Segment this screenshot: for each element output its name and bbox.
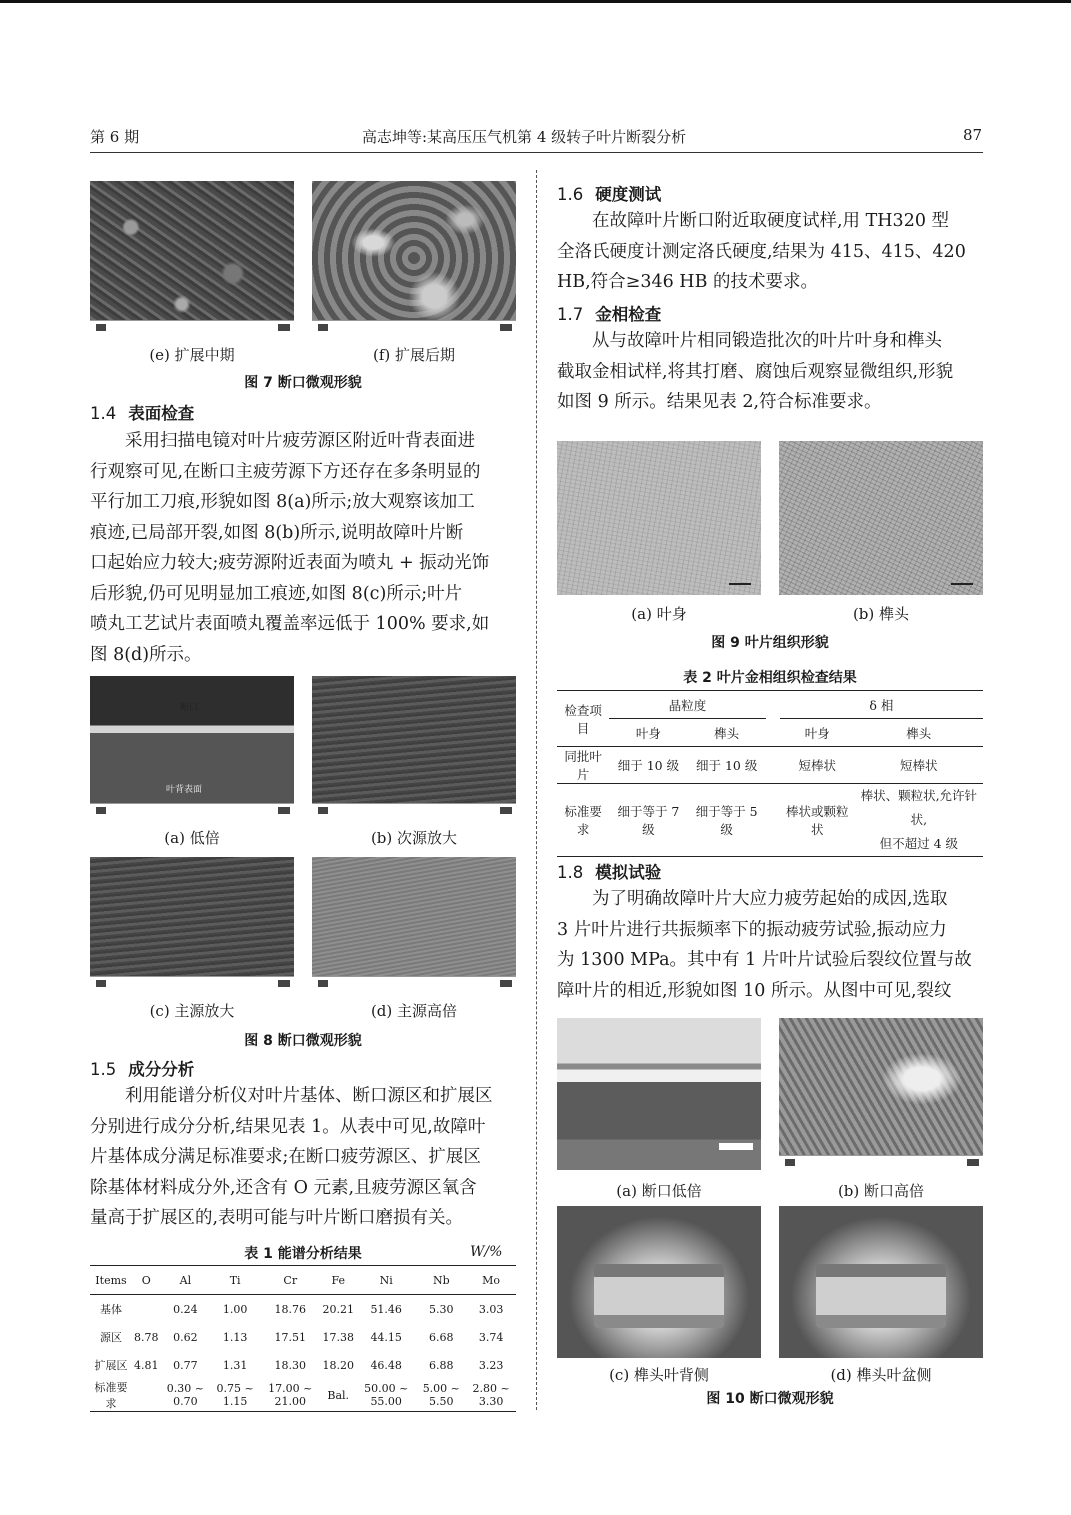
table-cell: 51.46 [370, 1302, 402, 1316]
fig8-d-image [312, 857, 516, 991]
section-1-5-heading [90, 1056, 194, 1080]
table-cell: 6.88 [429, 1358, 454, 1372]
table-header-cell: Al [179, 1273, 192, 1287]
table-header-cell: 榫头 [906, 725, 932, 741]
table2-group-delta: δ 相 [780, 691, 983, 719]
section-number: 1.5 [90, 1060, 117, 1079]
section-1-7-body [557, 326, 983, 418]
table-cell: 18.76 [274, 1302, 306, 1316]
text-line: 口起始应力较大;疲劳源附近表面为喷丸 + 振动光饰 [90, 553, 490, 573]
table2-item-header: 检查项目 [557, 691, 609, 747]
fig8-a-label-surface: 叶背表面 [166, 785, 203, 795]
text-line: 痕迹,已局部开裂,如图 8(b)所示,说明故障叶片断 [90, 522, 464, 543]
fig10-caption: 图 10 断口微观形貌 [706, 1391, 834, 1407]
table-cell-line: 棒状、颗粒状,允许针状, [860, 788, 978, 827]
fig8-a-caption: (a) 低倍 [164, 829, 220, 847]
fig7-f-image [312, 181, 516, 335]
section-1-4-body [90, 426, 516, 670]
fig9-b-caption: (b) 榫头 [852, 605, 910, 623]
text-line: 为了明确故障叶片大应力疲劳起始的成因,选取 [592, 889, 948, 909]
text-line: 除基体材料成分外,还含有 O 元素,且疲劳源区氧含 [90, 1177, 477, 1198]
fig10-a-image [557, 1018, 761, 1170]
text-line: 障叶片的相近,形貌如图 10 所示。从图中可见,裂纹 [557, 980, 952, 1001]
table-header-row [90, 1266, 516, 1295]
table-cell: 基体 [99, 1303, 122, 1316]
table-cell: 1.31 [222, 1358, 248, 1372]
table-cell: 44.15 [370, 1330, 402, 1344]
table-cell: 0.62 [173, 1330, 198, 1344]
table-header-cell: 叶身 [635, 725, 661, 741]
text-line: 平行加工刀痕,形貌如图 8(a)所示;放大观察该加工 [90, 492, 475, 512]
table-cell: 20.21 [322, 1302, 354, 1316]
section-number: 1.4 [90, 404, 117, 423]
table-cell: 短棒状 [798, 758, 836, 773]
table-cell: 0.30 ~ 0.70 [166, 1382, 204, 1408]
table-header-cell: 榫头 [714, 725, 740, 741]
table-cell: 细于 10 级 [695, 758, 758, 773]
table-header-cell: Fe [331, 1273, 345, 1287]
section-1-6-body [557, 206, 983, 298]
table-header-cell: Nb [432, 1273, 450, 1287]
table1-unit: W/% [470, 1244, 503, 1260]
table-row [557, 747, 983, 784]
fig10-c-image [557, 1206, 761, 1358]
fig10-d-caption: (d) 榫头叶盆侧 [830, 1366, 932, 1384]
section-title: 表面检查 [128, 404, 195, 423]
table-cell: 1.00 [222, 1302, 248, 1316]
table-cell: 5.30 [429, 1302, 454, 1316]
text-line: 3 片叶片进行共振频率下的振动疲劳试验,振动应力 [557, 919, 947, 940]
fig10-d-image [779, 1206, 983, 1358]
table-row [90, 1351, 516, 1379]
fig8-a-image [90, 676, 294, 818]
text-line: 片基体成分满足标准要求;在断口疲劳源区、扩展区 [90, 1147, 481, 1167]
fig9-caption: 图 9 叶片组织形貌 [711, 635, 829, 651]
table-header-cell: Cr [283, 1273, 298, 1287]
table-cell: 源区 [99, 1331, 122, 1344]
table-cell [132, 1379, 161, 1412]
section-title: 成分分析 [128, 1060, 195, 1079]
table-cell [132, 1295, 161, 1324]
table-row [90, 1379, 516, 1412]
fig10-a-caption: (a) 断口低倍 [616, 1182, 702, 1200]
text-line: 为 1300 MPa。其中有 1 片叶片试验后裂纹位置与故 [557, 950, 972, 970]
text-line: 全洛氏硬度计测定洛氏硬度,结果为 415、415、420 [557, 241, 966, 262]
table-cell-line: 但不超过 4 级 [879, 836, 959, 851]
table-cell: 短棒状 [900, 758, 938, 773]
table1-title: 表 1 能谱分析结果 [244, 1246, 362, 1262]
fig8-b-image [312, 676, 516, 818]
table-cell: 17.51 [274, 1330, 306, 1344]
table2-title: 表 2 叶片金相组织检查结果 [683, 670, 857, 686]
text-line: 后形貌,仍可见明显加工痕迹,如图 8(c)所示;叶片 [90, 583, 463, 604]
section-title: 金相检查 [595, 305, 662, 324]
text-line: 图 8(d)所示。 [90, 644, 202, 665]
table-row [557, 784, 983, 857]
table-cell: 17.00 ~ 21.00 [268, 1382, 313, 1408]
fig10-b-image [779, 1018, 983, 1170]
text-line: 分别进行成分分析,结果见表 1。从表中可见,故障叶 [90, 1116, 486, 1137]
table-header-cell: O [141, 1273, 151, 1287]
fig8-caption: 图 8 断口微观形貌 [244, 1033, 362, 1049]
table-cell: 扩展区 [94, 1359, 128, 1372]
table-cell: 18.30 [274, 1358, 306, 1372]
table1 [90, 1265, 516, 1412]
section-1-6-heading [557, 181, 661, 205]
table-cell: 标准要求 [564, 804, 602, 837]
table-cell: 46.48 [370, 1358, 402, 1372]
top-border [0, 0, 1071, 3]
issue-number: 第 6 期 [90, 128, 140, 146]
page-number: 87 [963, 126, 983, 144]
table-cell: 棒状或颗粒状 [785, 804, 849, 837]
table-cell: 标准要求 [94, 1381, 128, 1410]
table-header-cell: Mo [482, 1273, 501, 1287]
fig7-e-image [90, 181, 294, 335]
fig7-e-caption: (e) 扩展中期 [149, 346, 235, 364]
table-cell: 3.23 [478, 1358, 504, 1372]
text-line: 采用扫描电镜对叶片疲劳源区附近叶背表面进 [125, 431, 475, 451]
fig8-b-caption: (b) 次源放大 [370, 829, 458, 847]
section-1-4-heading [90, 400, 194, 424]
section-title: 模拟试验 [595, 863, 662, 882]
text-line: 截取金相试样,将其打磨、腐蚀后观察显微组织,形貌 [557, 361, 954, 382]
table-cell: 18.20 [322, 1358, 354, 1372]
table-cell: 细于等于 7 级 [617, 804, 680, 837]
table-header-cell: Items [95, 1273, 127, 1287]
table-cell: 5.00 ~ 5.50 [422, 1382, 460, 1408]
text-line: 量高于扩展区的,表明可能与叶片断口磨损有关。 [90, 1208, 464, 1228]
text-line: 行观察可见,在断口主疲劳源下方还存在多条明显的 [90, 461, 481, 482]
running-title: 高志坤等:某高压压气机第 4 级转子叶片断裂分析 [362, 128, 687, 146]
text-line: 喷丸工艺试片表面喷丸覆盖率远低于 100% 要求,如 [90, 614, 490, 634]
section-title: 硬度测试 [595, 185, 662, 204]
table-cell: Bal. [327, 1388, 350, 1402]
table-cell: 0.24 [173, 1302, 198, 1316]
section-1-8-heading [557, 859, 661, 883]
table-header-cell: Ni [379, 1273, 393, 1287]
section-number: 1.7 [557, 305, 584, 324]
table-cell: 17.38 [322, 1330, 354, 1344]
table-cell: 0.77 [173, 1358, 198, 1372]
text-line: 利用能谱分析仪对叶片基体、断口源区和扩展区 [125, 1086, 493, 1106]
column-divider [536, 170, 537, 1410]
fig8-d-caption: (d) 主源高倍 [370, 1002, 458, 1020]
fig9-a-caption: (a) 叶身 [631, 605, 687, 623]
fig8-a-label-fracture: 断口 [180, 703, 199, 713]
text-line: 如图 9 所示。结果见表 2,符合标准要求。 [557, 392, 882, 412]
table-cell: 8.78 [133, 1330, 159, 1344]
fig7-f-caption: (f) 扩展后期 [372, 346, 456, 364]
table2 [557, 690, 983, 857]
fig8-c-caption: (c) 主源放大 [149, 1002, 235, 1020]
table-header-cell: Ti [229, 1273, 241, 1287]
table-cell: 3.74 [478, 1330, 504, 1344]
fig10-c-caption: (c) 榫头叶背侧 [609, 1366, 709, 1384]
fig9-a-image [557, 441, 761, 595]
text-line: HB,符合≥346 HB 的技术要求。 [557, 272, 818, 292]
text-line: 在故障叶片断口附近取硬度试样,用 TH320 型 [592, 211, 950, 231]
section-1-7-heading [557, 301, 661, 325]
fig9-b-image [779, 441, 983, 595]
table2-group-grain: 晶粒度 [609, 691, 765, 719]
table-cell: 2.80 ~ 3.30 [472, 1382, 510, 1408]
table-cell [855, 784, 983, 857]
fig10-b-caption: (b) 断口高倍 [837, 1182, 925, 1200]
section-1-5-body [90, 1081, 516, 1234]
table-cell: 细于等于 5 级 [695, 804, 758, 837]
table-cell: 0.75 ~ 1.15 [216, 1382, 254, 1408]
section-1-8-body [557, 884, 983, 1006]
table-cell: 同批叶片 [564, 749, 602, 782]
header-rule [90, 152, 983, 153]
table-row [90, 1295, 516, 1324]
fig8-c-image [90, 857, 294, 991]
table-cell: 1.13 [222, 1330, 248, 1344]
table-header-cell: 叶身 [804, 725, 830, 741]
table-cell: 4.81 [133, 1358, 159, 1372]
fig7-caption: 图 7 断口微观形貌 [244, 375, 362, 391]
table-cell: 3.03 [478, 1302, 504, 1316]
table-cell: 50.00 ~ 55.00 [364, 1382, 409, 1408]
table-row [90, 1323, 516, 1351]
section-number: 1.8 [557, 863, 584, 882]
text-line: 从与故障叶片相同锻造批次的叶片叶身和榫头 [592, 331, 942, 351]
table-cell: 6.68 [429, 1330, 454, 1344]
table-cell: 细于 10 级 [617, 758, 680, 773]
section-number: 1.6 [557, 185, 584, 204]
